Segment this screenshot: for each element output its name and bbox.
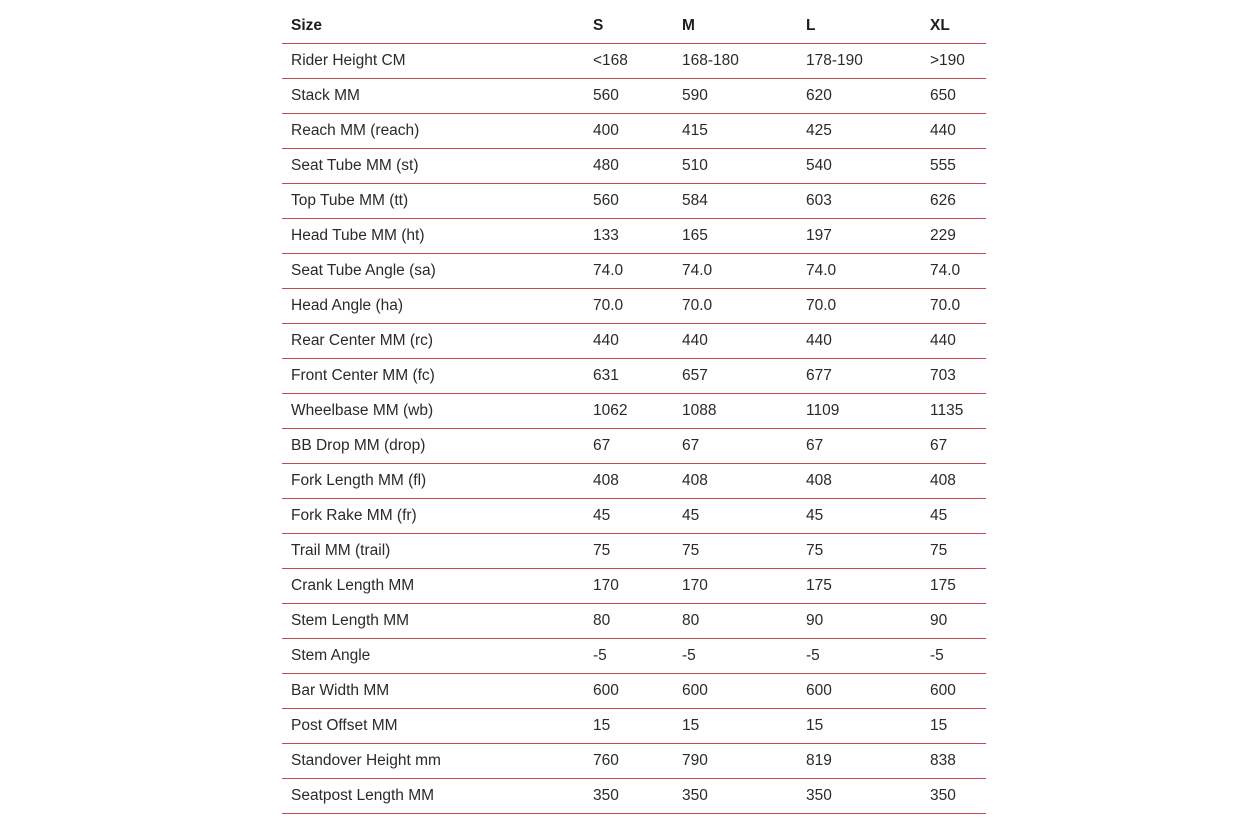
value-s: 133 <box>584 219 673 254</box>
value-l: 74.0 <box>797 254 921 289</box>
header-l: L <box>797 9 921 44</box>
value-s: 560 <box>584 184 673 219</box>
value-s: 74.0 <box>584 254 673 289</box>
table-row <box>282 359 986 394</box>
table-row <box>282 744 986 779</box>
value-l: 620 <box>797 79 921 114</box>
table-row <box>282 79 986 114</box>
row-label: BB Drop MM (drop) <box>282 429 584 464</box>
value-m: -5 <box>673 639 797 674</box>
value-m: 67 <box>673 429 797 464</box>
value-s: 480 <box>584 149 673 184</box>
value-s: 631 <box>584 359 673 394</box>
table-row <box>282 149 986 184</box>
value-l: 819 <box>797 744 921 779</box>
value-m: 75 <box>673 534 797 569</box>
row-label: Seat Tube MM (st) <box>282 149 584 184</box>
value-xl: >190 <box>921 44 986 79</box>
value-s: 15 <box>584 709 673 744</box>
value-s: 45 <box>584 499 673 534</box>
row-label: Rear Center MM (rc) <box>282 324 584 359</box>
value-m: 74.0 <box>673 254 797 289</box>
row-label: Standover Height mm <box>282 744 584 779</box>
row-label: Bar Width MM <box>282 674 584 709</box>
table-row <box>282 429 986 464</box>
row-label: Fork Rake MM (fr) <box>282 499 584 534</box>
value-s: 67 <box>584 429 673 464</box>
value-l: 677 <box>797 359 921 394</box>
row-label: Stem Length MM <box>282 604 584 639</box>
row-label: Rider Height CM <box>282 44 584 79</box>
value-s: <168 <box>584 44 673 79</box>
value-m: 657 <box>673 359 797 394</box>
table-row <box>282 394 986 429</box>
header-size: Size <box>282 9 584 44</box>
geometry-table-header <box>282 9 986 44</box>
table-row <box>282 569 986 604</box>
value-m: 168-180 <box>673 44 797 79</box>
geometry-table <box>282 9 986 814</box>
table-row <box>282 184 986 219</box>
row-label: Post Offset MM <box>282 709 584 744</box>
value-xl: 408 <box>921 464 986 499</box>
value-l: 600 <box>797 674 921 709</box>
table-row <box>282 324 986 359</box>
value-l: 75 <box>797 534 921 569</box>
value-s: 170 <box>584 569 673 604</box>
value-xl: 175 <box>921 569 986 604</box>
value-xl: 15 <box>921 709 986 744</box>
row-label: Head Angle (ha) <box>282 289 584 324</box>
value-s: -5 <box>584 639 673 674</box>
value-m: 440 <box>673 324 797 359</box>
value-l: 178-190 <box>797 44 921 79</box>
value-xl: 67 <box>921 429 986 464</box>
geometry-table-body <box>282 44 986 814</box>
value-m: 80 <box>673 604 797 639</box>
value-xl: 75 <box>921 534 986 569</box>
row-label: Head Tube MM (ht) <box>282 219 584 254</box>
table-row <box>282 464 986 499</box>
row-label: Top Tube MM (tt) <box>282 184 584 219</box>
value-xl: 555 <box>921 149 986 184</box>
table-row <box>282 709 986 744</box>
row-label: Wheelbase MM (wb) <box>282 394 584 429</box>
value-l: 45 <box>797 499 921 534</box>
row-label: Front Center MM (fc) <box>282 359 584 394</box>
value-l: 408 <box>797 464 921 499</box>
value-m: 415 <box>673 114 797 149</box>
value-m: 1088 <box>673 394 797 429</box>
value-m: 70.0 <box>673 289 797 324</box>
table-row <box>282 219 986 254</box>
table-row <box>282 534 986 569</box>
value-l: 90 <box>797 604 921 639</box>
value-l: 70.0 <box>797 289 921 324</box>
value-s: 440 <box>584 324 673 359</box>
table-row <box>282 44 986 79</box>
table-row <box>282 114 986 149</box>
row-label: Reach MM (reach) <box>282 114 584 149</box>
value-s: 75 <box>584 534 673 569</box>
value-xl: 600 <box>921 674 986 709</box>
value-xl: 838 <box>921 744 986 779</box>
value-m: 165 <box>673 219 797 254</box>
value-m: 590 <box>673 79 797 114</box>
value-xl: -5 <box>921 639 986 674</box>
value-m: 45 <box>673 499 797 534</box>
row-label: Seatpost Length MM <box>282 779 584 814</box>
header-xl: XL <box>921 9 986 44</box>
value-l: 540 <box>797 149 921 184</box>
header-s: S <box>584 9 673 44</box>
value-s: 70.0 <box>584 289 673 324</box>
value-m: 408 <box>673 464 797 499</box>
value-l: 425 <box>797 114 921 149</box>
row-label: Trail MM (trail) <box>282 534 584 569</box>
value-s: 560 <box>584 79 673 114</box>
value-m: 15 <box>673 709 797 744</box>
value-l: 350 <box>797 779 921 814</box>
value-s: 400 <box>584 114 673 149</box>
value-s: 760 <box>584 744 673 779</box>
value-xl: 626 <box>921 184 986 219</box>
table-row <box>282 779 986 814</box>
value-l: 603 <box>797 184 921 219</box>
value-xl: 74.0 <box>921 254 986 289</box>
value-m: 350 <box>673 779 797 814</box>
value-l: 175 <box>797 569 921 604</box>
value-xl: 703 <box>921 359 986 394</box>
value-m: 790 <box>673 744 797 779</box>
value-xl: 1135 <box>921 394 986 429</box>
row-label: Stem Angle <box>282 639 584 674</box>
table-row <box>282 499 986 534</box>
row-label: Stack MM <box>282 79 584 114</box>
value-m: 170 <box>673 569 797 604</box>
value-s: 600 <box>584 674 673 709</box>
value-xl: 229 <box>921 219 986 254</box>
value-l: 15 <box>797 709 921 744</box>
value-l: 440 <box>797 324 921 359</box>
header-m: M <box>673 9 797 44</box>
value-xl: 45 <box>921 499 986 534</box>
value-xl: 70.0 <box>921 289 986 324</box>
value-m: 600 <box>673 674 797 709</box>
value-xl: 650 <box>921 79 986 114</box>
value-l: 1109 <box>797 394 921 429</box>
table-row <box>282 674 986 709</box>
table-row <box>282 639 986 674</box>
value-m: 510 <box>673 149 797 184</box>
header-row <box>282 9 986 44</box>
value-s: 80 <box>584 604 673 639</box>
table-row <box>282 604 986 639</box>
value-xl: 350 <box>921 779 986 814</box>
row-label: Crank Length MM <box>282 569 584 604</box>
table-row <box>282 254 986 289</box>
value-s: 408 <box>584 464 673 499</box>
value-s: 1062 <box>584 394 673 429</box>
row-label: Fork Length MM (fl) <box>282 464 584 499</box>
value-xl: 440 <box>921 324 986 359</box>
value-l: -5 <box>797 639 921 674</box>
value-m: 584 <box>673 184 797 219</box>
value-l: 197 <box>797 219 921 254</box>
table-row <box>282 289 986 324</box>
value-l: 67 <box>797 429 921 464</box>
value-xl: 440 <box>921 114 986 149</box>
value-xl: 90 <box>921 604 986 639</box>
row-label: Seat Tube Angle (sa) <box>282 254 584 289</box>
value-s: 350 <box>584 779 673 814</box>
